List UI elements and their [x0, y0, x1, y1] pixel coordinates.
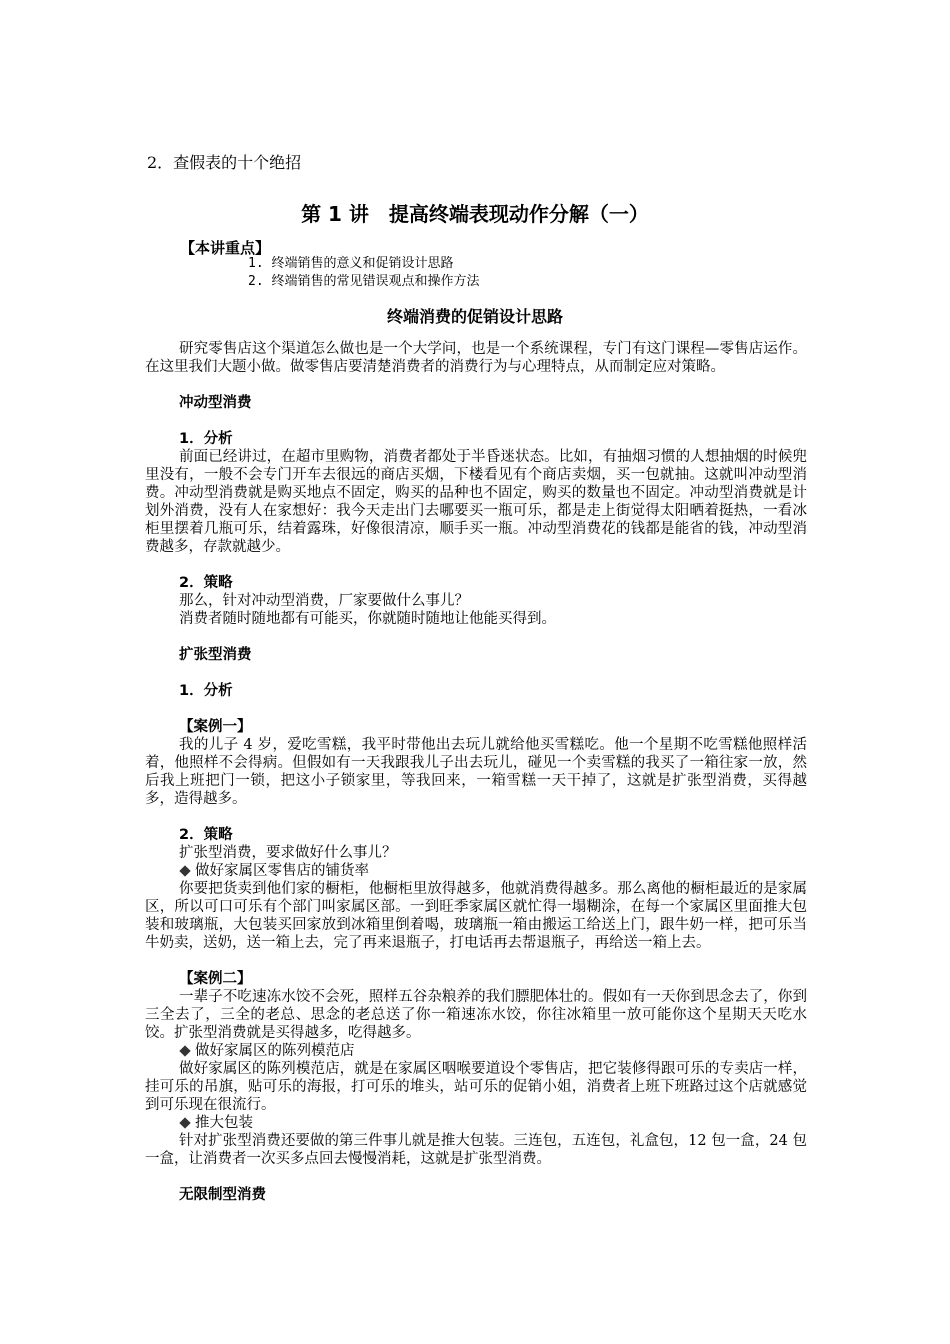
body-content	[145, 340, 807, 1204]
impulse-analysis-text: 前面已经讲过，在超市里购物，消费者都处于半昏迷状态。比如，有抽烟习惯的人想抽烟的时候兜里没有，一般不会专门开车去很远的商店买烟，下楼看见有个商店卖烟，买一包就抽。这就叫冲动型消费。冲动型消费就是购买地点不固定，购买的品种也不固定，购买的数量也不固定。冲动型消费就是计划外消费，没有人在家想好：我今天走出门去哪要买一瓶可乐，都是走上街觉得太阳晒着挺热，一看冰柜里摆着几瓶可乐，结着露珠，好像很清凉，顺手买一瓶。冲动型消费花的钱都是能省的钱，冲动型消费越多，存款就越少。	[145, 449, 807, 555]
impulse-strategy-answer: 消费者随时随地都有可能买，你就随时随地让他能买得到。	[179, 611, 556, 627]
bullet1-label: 做好家属区零售店的铺货率	[195, 863, 369, 879]
top-note: 2．查假表的十个绝招	[147, 153, 302, 172]
impulse-strategy-heading: 2．策略	[179, 575, 233, 591]
bullet2-label: 做好家属区的陈列模范店	[195, 1043, 355, 1059]
key-point-item: 2. 终端销售的常见错误观点和操作方法	[248, 274, 480, 289]
case2-heading: 【案例二】	[179, 971, 252, 987]
impulse-heading: 冲动型消费	[179, 395, 252, 411]
bullet3-text: 针对扩张型消费还要做的第三件事儿就是推大包装。三连包，五连包，礼盒包，12 包一盒，24 包一盒，让消费者一次买多点回去慢慢消耗，这就是扩张型消费。	[145, 1133, 807, 1167]
diamond-bullet-icon	[179, 1045, 190, 1056]
bullet2-text: 做好家属区的陈列模范店，就是在家属区咽喉要道设个零售店，把它装修得跟可乐的专卖店一样，挂可乐的吊旗，贴可乐的海报，打可乐的堆头，站可乐的促销小姐，消费者上班下班路过这个店就感觉到可乐现在很流行。	[145, 1061, 807, 1113]
expansion-strategy-question: 扩张型消费，要求做好什么事儿？	[179, 845, 397, 861]
bullet-item	[145, 1114, 807, 1132]
key-point-item: 1. 终端销售的意义和促销设计思路	[248, 256, 454, 271]
case1-text: 我的儿子 4 岁，爱吃雪糕，我平时带他出去玩儿就给他买雪糕吃。他一个星期不吃雪糕他照样活着，他照样不会得病。但假如有一天我跟我儿子出去玩儿，碰见一个卖雪糕的我买了一箱往家一放，然后我上班把门一锁，把这小子锁家里，等我回来，一箱雪糕一天干掉了，这就是扩张型消费，买得越多，造得越多。	[145, 737, 807, 807]
impulse-strategy-question: 那么，针对冲动型消费，厂家要做什么事儿？	[179, 593, 469, 609]
intro-paragraph: 研究零售店这个渠道怎么做也是一个大学问，也是一个系统课程，专门有这门课程—零售店运作。在这里我们大题小做。做零售店要清楚消费者的消费行为与心理特点，从而制定应对策略。	[145, 341, 807, 375]
bullet3-label: 推大包装	[195, 1115, 253, 1131]
case2-text: 一辈子不吃速冻水饺不会死，照样五谷杂粮养的我们膘肥体壮的。假如有一天你到思念去了，你到三全去了，三全的老总、思念的老总送了你一箱速冻水饺，你往冰箱里一放可能你这个星期天天吃水饺。扩张型消费就是买得越多，吃得越多。	[145, 989, 807, 1041]
expansion-analysis-heading: 1．分析	[179, 683, 233, 699]
impulse-analysis-heading: 1．分析	[179, 431, 233, 447]
unlimited-heading: 无限制型消费	[179, 1187, 266, 1203]
diamond-bullet-icon	[179, 1117, 190, 1128]
lecture-title: 第 1 讲 提高终端表现动作分解（一）	[301, 202, 649, 226]
key-points-list	[248, 255, 479, 291]
bullet1-text: 你要把货卖到他们家的橱柜，他橱柜里放得越多，他就消费得越多。那么离他的橱柜最近的是家属区，所以可口可乐有个部门叫家属区部。一到旺季家属区就忙得一塌糊涂，在每一个家属区里面推大包装和玻璃瓶，大包装买回家放到冰箱里倒着喝，玻璃瓶一箱由搬运工给送上门，跟牛奶一样，把可乐当牛奶卖，送奶，送一箱上去，完了再来退瓶子，打电话再去帮退瓶子，再给送一箱上去。	[145, 881, 807, 951]
bullet-item	[145, 862, 807, 880]
key-points-heading: 【本讲重点】	[180, 239, 271, 257]
expansion-strategy-heading: 2．策略	[179, 827, 233, 843]
bullet-item	[145, 1042, 807, 1060]
expansion-heading: 扩张型消费	[179, 647, 252, 663]
case1-heading: 【案例一】	[179, 719, 252, 735]
section-title: 终端消费的促销设计思路	[386, 307, 563, 326]
diamond-bullet-icon	[179, 865, 190, 876]
